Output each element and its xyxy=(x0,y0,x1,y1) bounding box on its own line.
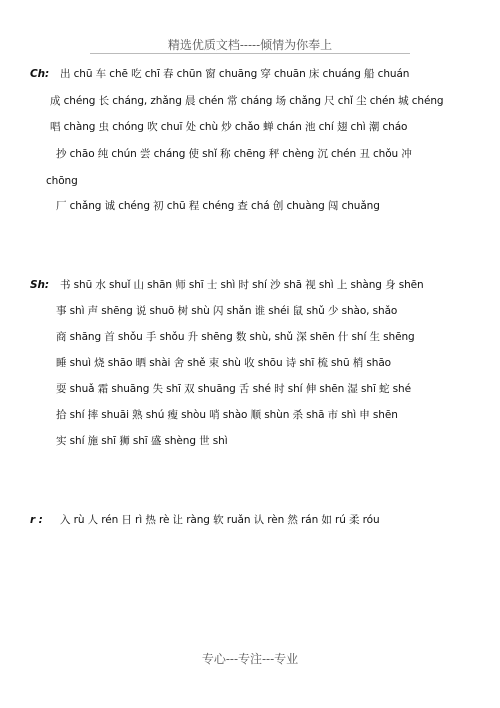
sh-line-2: 事 shì 声 shēng 说 shuō 树 shù 闪 shǎn 谁 shéi 鼠 shǔ 少 shào, shǎo xyxy=(56,305,398,317)
ch-line-6: 厂 chǎng 诚 chéng 初 chū 程 chéng 查 chá 创 chuàng 闯 chuǎng xyxy=(56,200,380,212)
sh-line-3: 商 shāng 首 shǒu 手 shǒu 升 shēng 数 shù, shǔ 深 shēn 什 shí 生 shēng xyxy=(56,331,415,343)
page-footer: 专心---专注---专业 xyxy=(201,652,299,666)
section-label-sh: Sh: xyxy=(30,279,49,291)
ch-line-5: chōng xyxy=(46,175,78,187)
sh-line-1: Sh: 书 shū 水 shuǐ 山 shān 师 shī 士 shì 时 shí 沙 shā 视 shì 上 shàng 身 shēn xyxy=(30,279,424,291)
section-label-r: r : xyxy=(30,514,43,526)
r-line-1: r : 入 rù 人 rén 日 rì 热 rè 让 ràng 软 ruǎn 认 rèn 然 rán 如 rú 柔 róu xyxy=(30,514,380,526)
sh-line-4: 睡 shuì 烧 shāo 晒 shài 舍 shě 束 shù 收 shōu 诗 shī 梳 shū 梢 shāo xyxy=(56,357,391,369)
header-rule xyxy=(90,53,410,54)
section-label-ch: Ch: xyxy=(30,68,50,80)
ch-line-2: 成 chéng 长 cháng, zhǎng 晨 chén 常 cháng 场 chǎng 尺 chǐ 尘 chén 城 chéng xyxy=(50,95,444,107)
ch-line-4: 抄 chāo 纯 chún 尝 cháng 使 shǐ 称 chēng 秤 chèng 沉 chén 丑 chǒu 冲 xyxy=(56,148,412,160)
ch-line-1: Ch: 出 chū 车 chē 吃 chī 春 chūn 窗 chuāng 穿 chuān 床 chuáng 船 chuán xyxy=(30,68,410,80)
sh-line-5: 耍 shuǎ 霜 shuāng 失 shī 双 shuāng 舌 shé 时 shí 伸 shēn 湿 shī 蛇 shé xyxy=(56,383,411,395)
sh-line-6: 拾 shí 摔 shuāi 熟 shú 瘦 shòu 哨 shào 顺 shùn 杀 shā 市 shì 申 shēn xyxy=(56,409,398,421)
page-header: 精选优质文档-----倾情为你奉上 xyxy=(167,38,333,52)
sh-line-7: 实 shí 施 shī 狮 shī 盛 shèng 世 shì xyxy=(56,435,228,447)
ch-line-3: 唱 chàng 虫 chóng 吹 chuī 处 chù 炒 chǎo 蝉 chán 池 chí 翅 chì 潮 cháo xyxy=(50,121,408,133)
